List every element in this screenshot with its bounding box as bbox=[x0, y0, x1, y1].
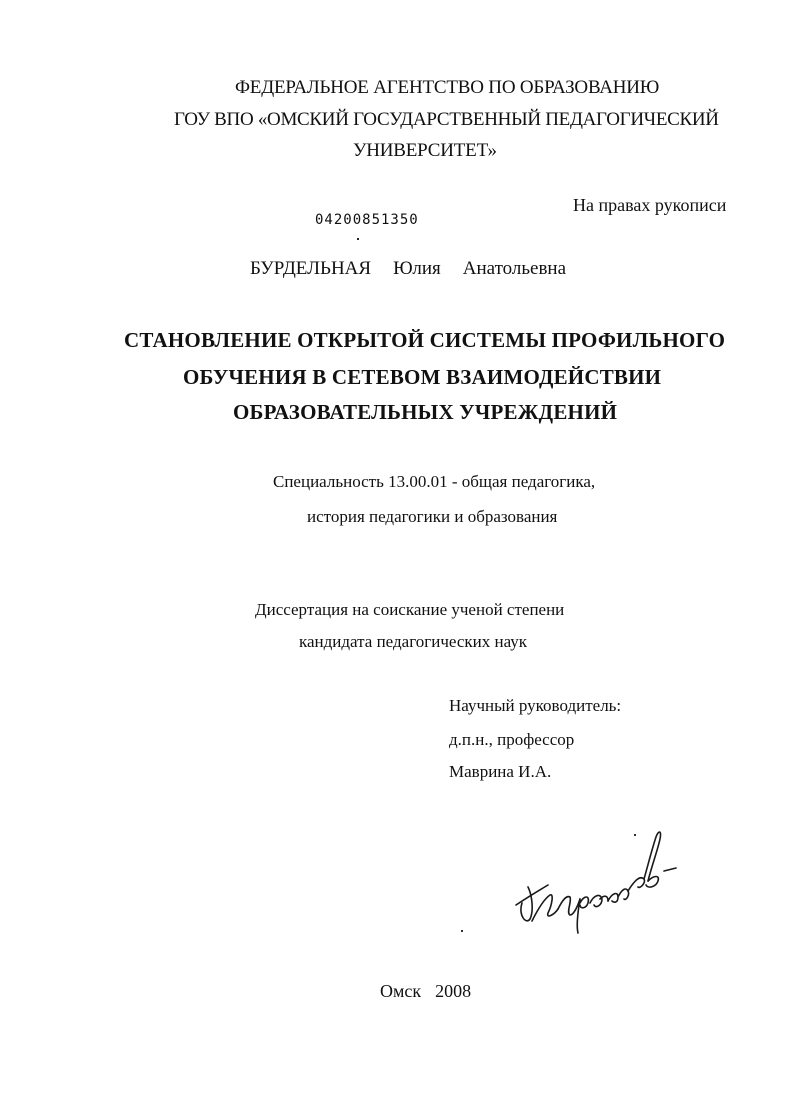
dissertation-line2: кандидата педагогических наук bbox=[299, 632, 528, 651]
author-first-name: Юлия bbox=[393, 258, 441, 279]
ink-dot bbox=[634, 834, 636, 836]
thesis-title-line1: СТАНОВЛЕНИЕ ОТКРЫТОЙ СИСТЕМЫ ПРОФИЛЬНОГО bbox=[124, 328, 726, 352]
dissertation-line1: Диссертация на соискание ученой степени bbox=[255, 600, 565, 619]
agency-name: ФЕДЕРАЛЬНОЕ АГЕНТСТВО ПО ОБРАЗОВАНИЮ bbox=[235, 77, 660, 98]
supervisor-label: Научный руководитель: bbox=[449, 696, 622, 715]
manuscript-rights-note: На правах рукописи bbox=[573, 195, 727, 215]
specialty-line2: история педагогики и образования bbox=[307, 507, 558, 526]
scan-mark bbox=[357, 238, 359, 240]
thesis-title-line2: ОБУЧЕНИЯ В СЕТЕВОМ ВЗАИМОДЕЙСТВИИ bbox=[183, 365, 662, 389]
author-name bbox=[250, 259, 566, 278]
author-patronymic: Анатольевна bbox=[462, 258, 567, 279]
handwritten-signature bbox=[508, 825, 683, 940]
catalog-code: 04200851350 bbox=[315, 212, 419, 228]
city: Омск bbox=[380, 981, 422, 1001]
university-name-line2: УНИВЕРСИТЕТ» bbox=[353, 140, 497, 161]
supervisor-name: Маврина И.А. bbox=[449, 762, 552, 781]
supervisor-degree: д.п.н., профессор bbox=[449, 730, 575, 749]
university-name-line1: ГОУ ВПО «ОМСКИЙ ГОСУДАРСТВЕННЫЙ ПЕДАГОГИЧЕСКИЙ bbox=[174, 109, 719, 130]
thesis-title-line3: ОБРАЗОВАТЕЛЬНЫХ УЧРЕЖДЕНИЙ bbox=[233, 400, 618, 424]
specialty-line1: Специальность 13.00.01 - общая педагогика, bbox=[273, 472, 596, 491]
year: 2008 bbox=[435, 981, 472, 1001]
author-surname: БУРДЕЛЬНАЯ bbox=[250, 258, 372, 279]
city-year bbox=[380, 982, 471, 1000]
ink-dot bbox=[461, 930, 463, 932]
